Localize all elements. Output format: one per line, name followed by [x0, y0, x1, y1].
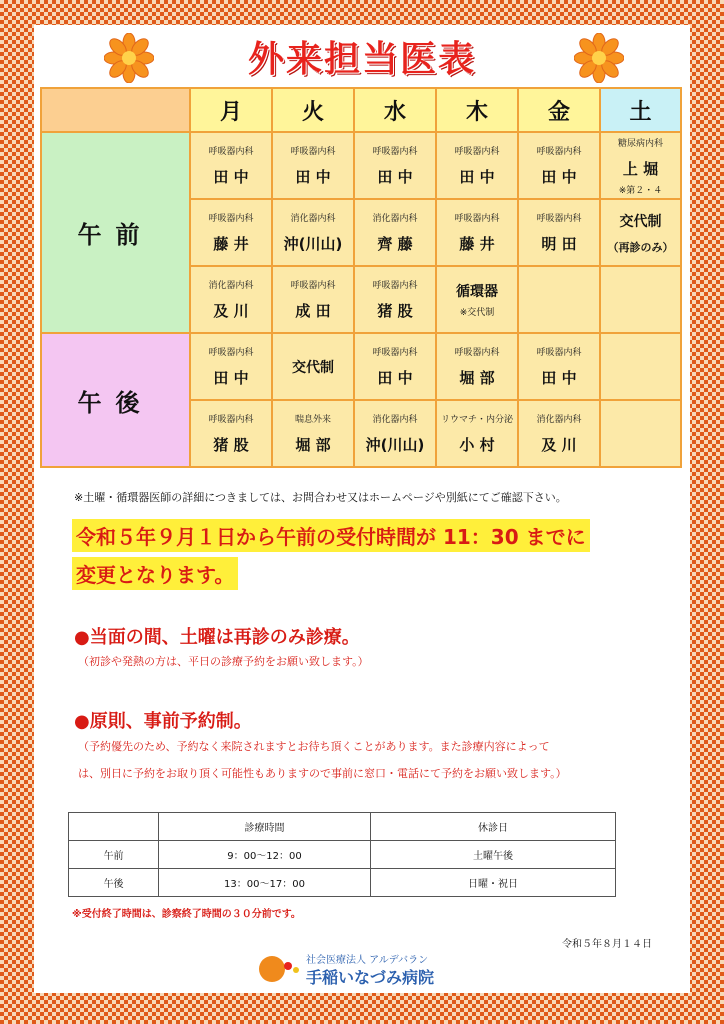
- department-label: 呼吸器内科: [372, 147, 418, 157]
- doctor-name: 堀 部: [295, 436, 331, 454]
- department-label: リウマチ・内分泌: [440, 415, 513, 425]
- department-label: 呼吸器内科: [208, 214, 254, 224]
- doctor-name: 田 中: [541, 369, 577, 387]
- rotation-label: 交代制: [619, 213, 662, 230]
- schedule-cell: [600, 400, 681, 467]
- department-label: 消化器内科: [290, 214, 336, 224]
- day-header: 火: [272, 88, 354, 132]
- doctor-name: 明 田: [541, 235, 577, 253]
- day-header: 月: [190, 88, 272, 132]
- rotation-label: 交代制: [292, 359, 334, 376]
- department-label: 糖尿病内科: [617, 138, 663, 149]
- logo-mark-icon: [258, 954, 302, 984]
- department-label: 呼吸器内科: [536, 214, 582, 224]
- doctor-name: 小 村: [459, 436, 495, 454]
- doctor-name: 田 中: [213, 168, 249, 186]
- schedule-cell: [436, 199, 518, 266]
- department-label: 呼吸器内科: [454, 147, 500, 157]
- doctor-name: 田 中: [295, 168, 331, 186]
- doctor-name: 堀 部: [459, 369, 495, 387]
- doctor-name: 田 中: [377, 369, 413, 387]
- hours-corner: [69, 813, 159, 841]
- schedule-cell: [190, 400, 272, 467]
- morning-label: 午前: [41, 132, 190, 333]
- highlight-notice-line2: 変更となります。: [72, 557, 238, 590]
- schedule-cell: [600, 266, 681, 333]
- department-label: 消化器内科: [372, 415, 418, 425]
- schedule-cell: [272, 132, 354, 199]
- notice-saturday: ●当面の間、土曜は再診のみ診療。: [74, 627, 360, 648]
- hours-header-row: [69, 813, 616, 841]
- schedule-cell: [272, 266, 354, 333]
- schedule-cell: [518, 266, 600, 333]
- schedule-cell: [436, 266, 518, 333]
- schedule-cell: [600, 333, 681, 400]
- schedule-cell: [518, 400, 600, 467]
- doctor-name: 上 堀: [622, 159, 659, 178]
- doctor-name: 及 川: [213, 302, 249, 320]
- notice-reservation-detail: （予約優先のため、予約なく来院されますとお待ち頂くことがあります。また診療内容によって: [78, 740, 550, 753]
- schedule-cell: [190, 333, 272, 400]
- schedule-cell: [190, 199, 272, 266]
- hours-value: 9：00～12：00: [159, 841, 371, 869]
- highlight-notice-line1: 令和５年９月１日から午前の受付時間が 11：30 までに: [72, 519, 590, 552]
- doctor-name: 藤 井: [213, 235, 249, 253]
- afternoon-label: 午後: [41, 333, 190, 467]
- department-label: 呼吸器内科: [208, 348, 254, 358]
- doctor-name: 猪 股: [213, 436, 249, 454]
- department-label: 消化器内科: [536, 415, 582, 425]
- cell-note: ※交代制: [459, 308, 495, 318]
- schedule-cell: [518, 333, 600, 400]
- hours-table: [68, 812, 616, 897]
- schedule-cell: [600, 199, 681, 266]
- day-header: 木: [436, 88, 518, 132]
- department-label: 呼吸器内科: [536, 348, 582, 358]
- hours-label: 午前: [69, 841, 159, 869]
- hours-header: 診療時間: [159, 813, 371, 841]
- page-title: 外来担当医表: [247, 39, 476, 80]
- schedule-cell: [272, 333, 354, 400]
- doctor-name: 田 中: [459, 168, 495, 186]
- doctor-name: 沖(川山): [283, 235, 343, 253]
- reception-note: ※受付終了時間は、診察終了時間の３０分前です。: [72, 909, 301, 920]
- schedule-cell: [436, 400, 518, 467]
- day-header: 金: [518, 88, 600, 132]
- rotation-label: 循環器: [456, 284, 498, 300]
- cell-note: ※第２・４: [618, 185, 663, 196]
- page: [34, 25, 690, 993]
- cell-note: （再診のみ）: [607, 240, 674, 254]
- notice-reservation-detail: は、別日に予約をお取り頂く可能性もありますので事前に窓口・電話にて予約をお願い致します。）: [78, 767, 567, 780]
- schedule-cell: [272, 400, 354, 467]
- department-label: 喘息外来: [294, 415, 331, 425]
- schedule-header-row: [41, 88, 681, 132]
- department-label: 呼吸器内科: [208, 415, 254, 425]
- department-label: 呼吸器内科: [372, 281, 418, 291]
- schedule-cell: [190, 132, 272, 199]
- hours-row-am: [69, 841, 616, 869]
- day-header-saturday: 土: [600, 88, 681, 132]
- department-label: 呼吸器内科: [372, 348, 418, 358]
- department-label: 呼吸器内科: [208, 147, 254, 157]
- schedule-cell: [600, 132, 681, 199]
- doctor-name: 成 田: [295, 302, 331, 320]
- doctor-name: 猪 股: [377, 302, 413, 320]
- hours-value: 13：00～17：00: [159, 869, 371, 897]
- department-label: 消化器内科: [372, 214, 418, 224]
- schedule-table: [40, 87, 682, 468]
- hours-row-pm: [69, 869, 616, 897]
- closed-header: 休診日: [371, 813, 616, 841]
- schedule-cell: [354, 400, 436, 467]
- schedule-cell: [354, 132, 436, 199]
- department-label: 呼吸器内科: [454, 214, 500, 224]
- doctor-name: 沖(川山): [365, 436, 425, 454]
- schedule-cell: [354, 333, 436, 400]
- notice-saturday-detail: （初診や発熱の方は、平日の診療予約をお願い致します。）: [78, 655, 369, 668]
- department-label: 呼吸器内科: [290, 147, 336, 157]
- doctor-name: 齊 藤: [377, 235, 413, 253]
- doctor-name: 及 川: [541, 436, 577, 454]
- logo-corporation: 社会医療法人 アルデバラン: [306, 955, 429, 966]
- closed-value: 日曜・祝日: [371, 869, 616, 897]
- schedule-cell: [272, 199, 354, 266]
- schedule-cell: [436, 132, 518, 199]
- schedule-cell: [518, 132, 600, 199]
- department-label: 消化器内科: [208, 281, 254, 291]
- notice-reservation: ●原則、事前予約制。: [74, 711, 252, 732]
- schedule-cell: [518, 199, 600, 266]
- schedule-cell: [436, 333, 518, 400]
- schedule-row: [41, 333, 681, 400]
- header-corner: [41, 88, 190, 132]
- table-footnote: ※土曜・循環器医師の詳細につきましては、お問合わせ又はホームページや別紙にてご確認下さい。: [74, 491, 567, 504]
- doctor-name: 藤 井: [459, 235, 495, 253]
- schedule-cell: [354, 199, 436, 266]
- issue-date: 令和５年８月１４日: [562, 939, 652, 950]
- doctor-name: 田 中: [213, 369, 249, 387]
- schedule-cell: [354, 266, 436, 333]
- department-label: 呼吸器内科: [536, 147, 582, 157]
- department-label: 呼吸器内科: [454, 348, 500, 358]
- closed-value: 土曜午後: [371, 841, 616, 869]
- hours-label: 午後: [69, 869, 159, 897]
- logo-hospital-name: 手稲いなづみ病院: [306, 968, 435, 987]
- doctor-name: 田 中: [541, 168, 577, 186]
- department-label: 呼吸器内科: [290, 281, 336, 291]
- day-header: 水: [354, 88, 436, 132]
- hospital-logo: [258, 950, 488, 986]
- schedule-row: [41, 132, 681, 199]
- doctor-name: 田 中: [377, 168, 413, 186]
- schedule-cell: [190, 266, 272, 333]
